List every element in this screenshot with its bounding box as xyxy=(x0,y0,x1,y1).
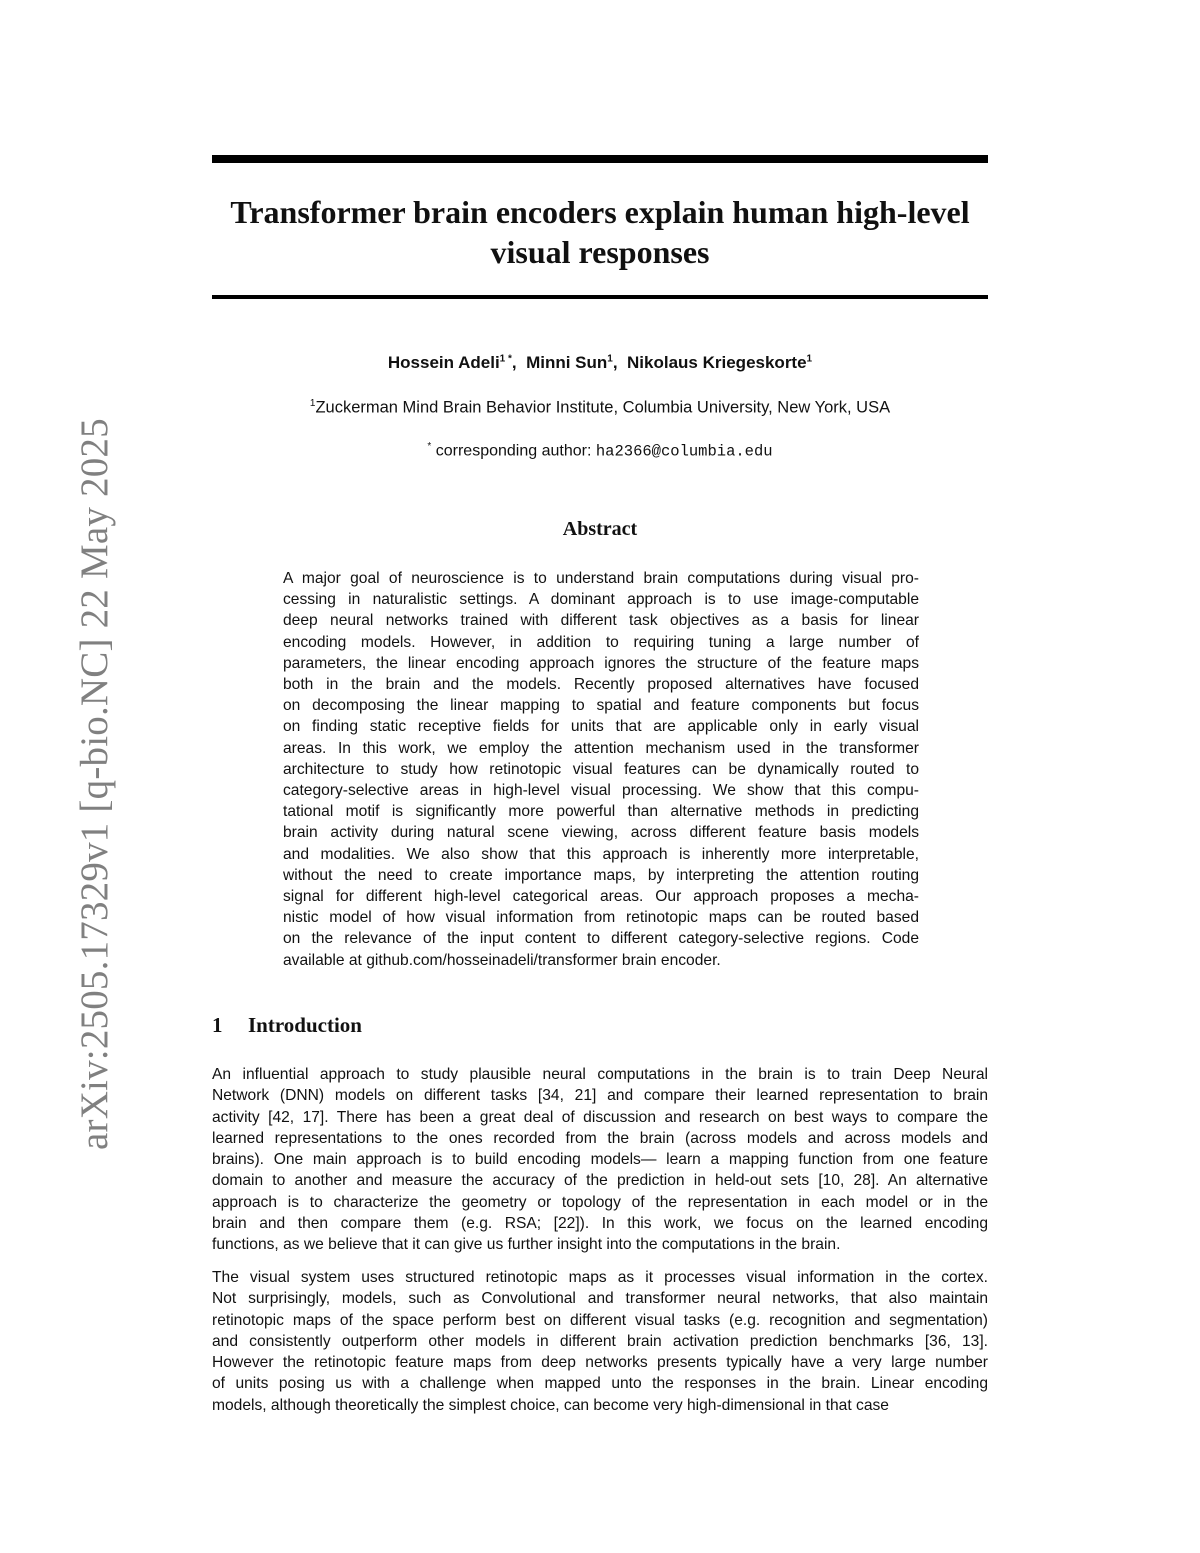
paragraph-line: of units posing us with a challenge when mapped unto the responses in the brain. Linear encoding xyxy=(212,1375,988,1393)
abstract-code-link-line[interactable]: available at github.com/hosseinadeli/transformer brain encoder. xyxy=(283,951,721,969)
arxiv-identifier-stamp[interactable]: arXiv:2505.17329v1 [q-bio.NC] 22 May 2025 xyxy=(73,418,116,1150)
abstract-line: A major goal of neuroscience is to understand brain computations during visual pro- xyxy=(283,570,919,587)
paragraph-line: activity [42, 17]. There has been a great deal of discussion and research on best ways to compare the xyxy=(212,1108,988,1126)
title-rule-bottom xyxy=(212,295,988,299)
paragraph-line: brain and then compare them (e.g. RSA; [22]). In this work, we focus on the learned encoding xyxy=(212,1215,988,1233)
introduction-paragraph-2 xyxy=(212,1267,988,1416)
abstract-line: without the need to create importance maps, by interpreting the attention routing xyxy=(283,866,919,884)
affiliation-text: Zuckerman Mind Brain Behavior Institute, Columbia University, New York, USA xyxy=(315,398,891,417)
abstract-line: signal for different high-level categorical areas. Our approach proposes a mecha- xyxy=(283,888,919,906)
corresponding-email-link[interactable]: ha2366@columbia.edu xyxy=(595,442,773,461)
abstract-line: tational motif is significantly more powerful than alternative methods in predicting xyxy=(283,803,919,821)
abstract-body xyxy=(283,568,919,971)
abstract-line: cessing in naturalistic settings. A dominant approach is to use image-computable xyxy=(283,591,919,609)
author-name: Minni Sun xyxy=(526,353,608,372)
abstract-heading: Abstract xyxy=(562,518,638,540)
abstract-line: architecture to study how retinotopic visual features can be dynamically routed to xyxy=(283,760,919,778)
paragraph-line: The visual system uses structured retinotopic maps as it processes visual information in the cortex. xyxy=(212,1269,988,1286)
abstract-line: on decomposing the linear mapping to spatial and feature components but focus xyxy=(283,697,919,715)
author-affiliation-mark: 1 xyxy=(806,353,813,365)
author-list: Hossein Adeli$^{1 *}$, Minni Sun$^1$, Nikolaus Kriegeskorte$^1$ xyxy=(387,353,813,372)
abstract-line: parameters, the linear encoding approach ignores the structure of the feature maps xyxy=(283,654,919,672)
paragraph-line: Network (DNN) models on different tasks [34, 21] and compare their learned representation to brain xyxy=(212,1087,988,1105)
abstract-line: areas. In this work, we employ the attention mechanism used in the transformer xyxy=(283,739,919,757)
paragraph-line: approach is to characterize the geometry or topology of the representation in each model or in the xyxy=(212,1193,988,1211)
author-affiliation-mark: 1 xyxy=(607,353,613,365)
paragraph-line: learned representations to the ones recorded from the brain (across models and across models and xyxy=(212,1129,988,1147)
abstract-line: nistic model of how visual information from retinotopic maps can be routed based xyxy=(283,909,919,927)
abstract-line: deep neural networks trained with different task objectives as a basis for linear xyxy=(283,612,919,630)
section-number: 1 xyxy=(212,1013,223,1037)
paper-title-line-1: Transformer brain encoders explain human high-level xyxy=(230,194,970,230)
corresponding-mark: * xyxy=(427,441,432,452)
paragraph-line: models, although theoretically the simplest choice, can become very high-dimensional in that case xyxy=(212,1396,889,1414)
affiliation xyxy=(212,398,988,418)
paragraph-line: Not surprisingly, models, such as Convolutional and transformer neural networks, that also maintain xyxy=(212,1290,988,1308)
abstract-line: on finding static receptive fields for units that are applicable only in early visual xyxy=(283,718,919,736)
abstract-line: category-selective areas in high-level visual processing. We show that this compu- xyxy=(283,782,919,800)
paragraph-line: brains). One main approach is to build encoding models— learn a mapping function from one feature xyxy=(212,1151,988,1169)
paragraph-line: retinotopic maps of the space perform best on different visual tasks (e.g. recognition and segmentation) xyxy=(212,1311,988,1329)
abstract-line: and modalities. We also show that this approach is inherently more interpretable, xyxy=(283,845,919,863)
abstract-line: on the relevance of the input content to different category-selective regions. Code xyxy=(283,930,919,948)
paragraph-line: domain to another and measure the accuracy of the prediction in held-out sets [10, 28]. An alternative xyxy=(212,1172,988,1190)
corresponding-author xyxy=(212,441,988,460)
affiliation-mark: 1 xyxy=(309,398,316,409)
paragraph-line: An influential approach to study plausible neural computations in the brain is to train Deep Neural xyxy=(212,1066,988,1083)
abstract-line: both in the brain and the models. Recently proposed alternatives have focused xyxy=(283,676,919,694)
corresponding-label: corresponding author: xyxy=(435,442,596,460)
paper-title xyxy=(212,192,988,272)
paragraph-line: functions, as we believe that it can give us further insight into the computations in the brain. xyxy=(212,1236,841,1254)
author-affiliation-mark: 1 * xyxy=(499,353,512,365)
section-heading-introduction xyxy=(212,1013,362,1038)
paragraph-line: and consistently outperform other models in different brain activation prediction benchmarks [36, 13]. xyxy=(212,1332,988,1350)
author-name: Hossein Adeli xyxy=(387,353,500,372)
title-rule-top xyxy=(212,155,988,163)
section-title: Introduction xyxy=(248,1013,362,1037)
abstract-line: encoding models. However, in addition to requiring tuning a large number of xyxy=(283,633,919,651)
author-name: Nikolaus Kriegeskorte xyxy=(627,353,807,372)
introduction-paragraph-1 xyxy=(212,1064,988,1256)
abstract-line: brain activity during natural scene viewing, across different feature basis models xyxy=(283,824,919,842)
paper-title-line-2: visual responses xyxy=(490,234,710,270)
paragraph-line: However the retinotopic feature maps from deep networks presents typically have a very large number xyxy=(212,1354,988,1372)
